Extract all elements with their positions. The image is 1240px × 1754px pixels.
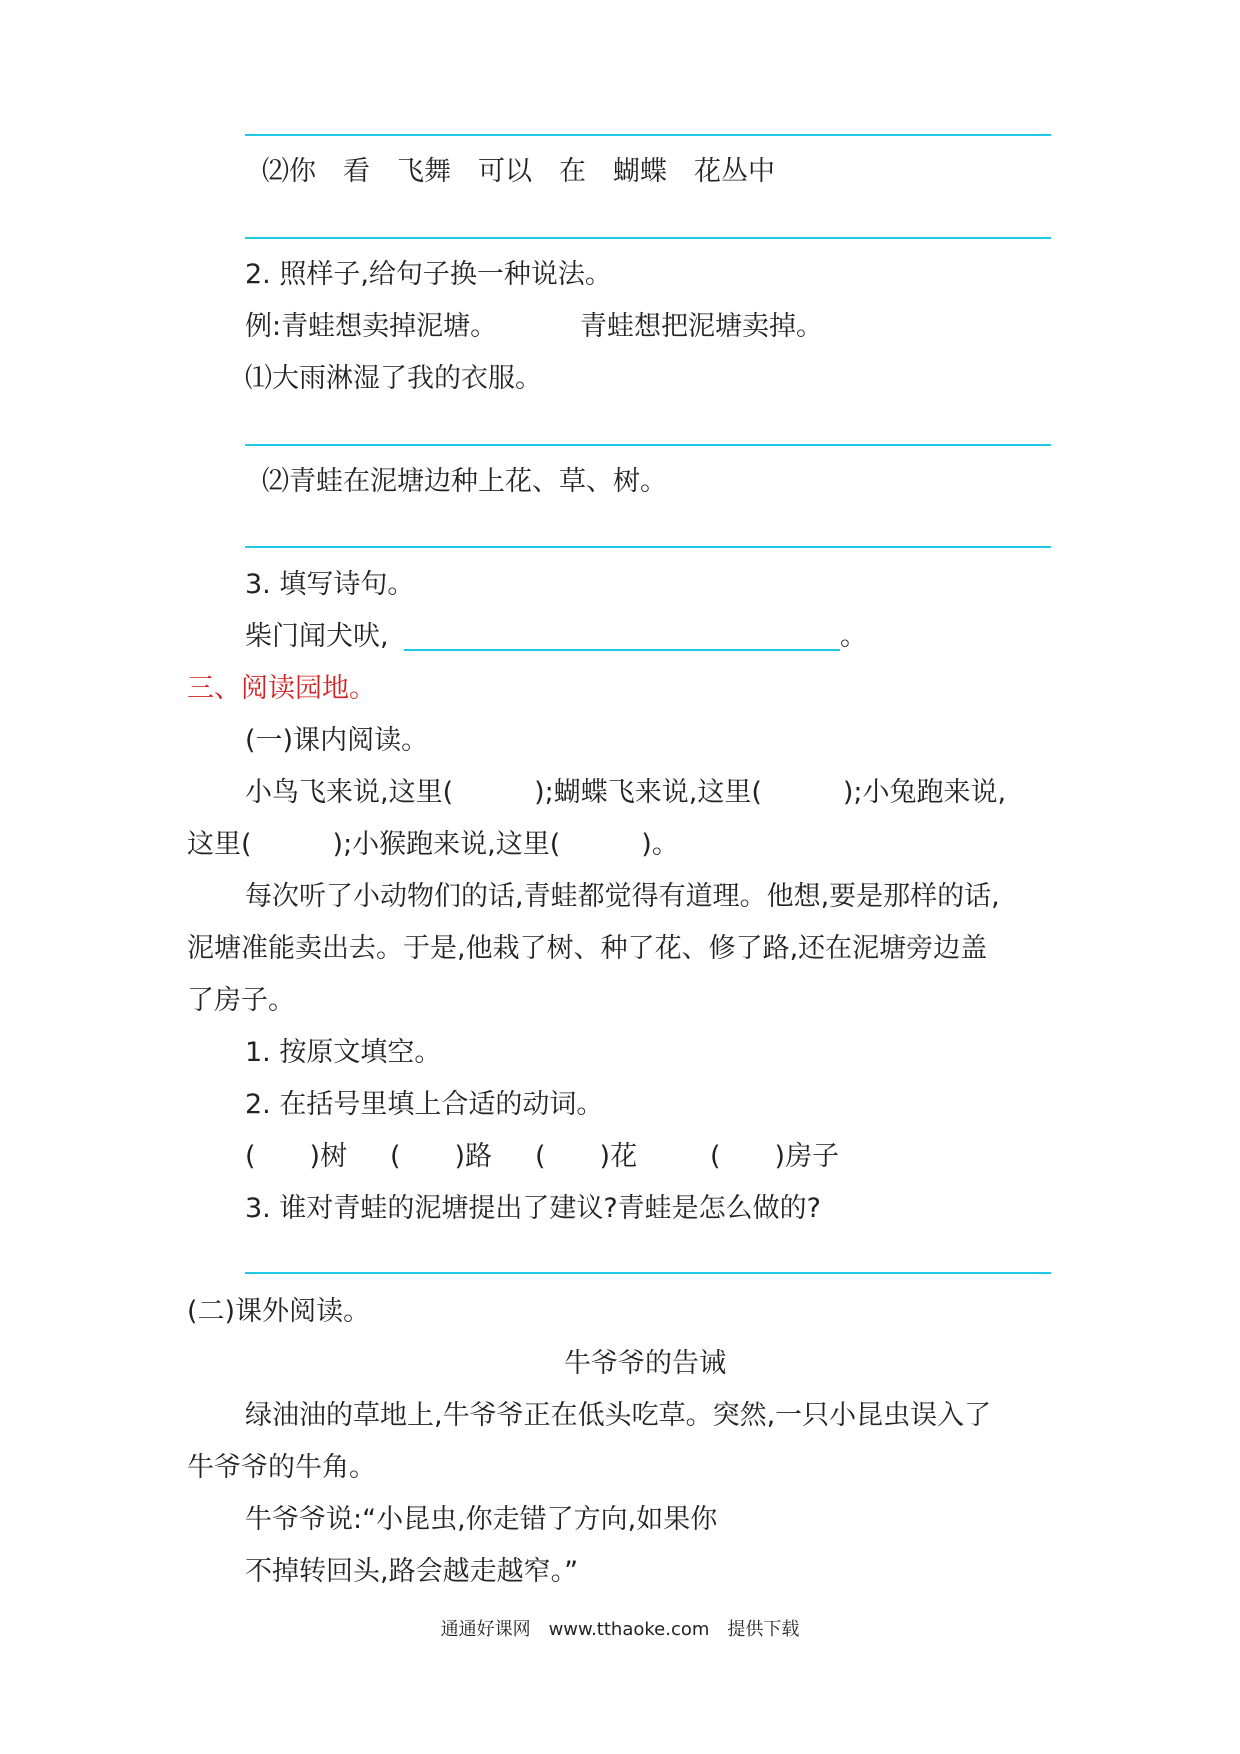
q3-title: 3. 填写诗句。 (245, 569, 415, 600)
poem-blank-line (404, 649, 840, 651)
story-line3: 牛爷爷说:“小昆虫,你走错了方向,如果你 (245, 1504, 718, 1535)
verb-blank: ( )路 (390, 1141, 493, 1172)
section-heading: 三、阅读园地。 (187, 673, 376, 704)
q2-title: 2. 照样子,给句子换一种说法。 (245, 259, 612, 290)
part1-q3: 3. 谁对青蛙的泥塘提出了建议?青蛙是怎么做的? (245, 1193, 822, 1224)
story-title: 牛爷爷的告诫 (564, 1348, 726, 1379)
poem-end: 。 (840, 621, 867, 652)
para2-line1: 每次听了小动物们的话,青蛙都觉得有道理。他想,要是那样的话, (245, 881, 1000, 912)
answer-line (245, 546, 1051, 548)
q1-item2: ⑵你 看 飞舞 可以 在 蝴蝶 花丛中 (262, 156, 775, 187)
part1-heading: (一)课内阅读。 (245, 725, 429, 756)
verb-blank: ( )花 (535, 1141, 638, 1172)
verb-blank: ( )房子 (710, 1141, 840, 1172)
verb-blank: ( )树 (245, 1141, 348, 1172)
para2-line3: 了房子。 (187, 985, 295, 1016)
part1-q2: 2. 在括号里填上合适的动词。 (245, 1089, 604, 1120)
answer-line (245, 444, 1051, 446)
q2-example-answer: 青蛙想把泥塘卖掉。 (580, 311, 823, 342)
footer-text: 通通好课网 www.tthaoke.com 提供下载 (440, 1619, 800, 1640)
para1-line1: 小鸟飞来说,这里( );蝴蝶飞来说,这里( );小兔跑来说, (245, 777, 1007, 808)
answer-line (245, 237, 1051, 239)
q2-example-lead: 例:青蛙想卖掉泥塘。 (245, 311, 498, 342)
part1-q1: 1. 按原文填空。 (245, 1037, 442, 1068)
story-line1: 绿油油的草地上,牛爷爷正在低头吃草。突然,一只小昆虫误入了 (245, 1400, 992, 1431)
poem-lead: 柴门闻犬吠, (245, 621, 389, 652)
q2-item1: ⑴大雨淋湿了我的衣服。 (245, 363, 542, 394)
para2-line2: 泥塘准能卖出去。于是,他栽了树、种了花、修了路,还在泥塘旁边盖 (187, 933, 988, 964)
answer-line (245, 134, 1051, 136)
q2-item2: ⑵青蛙在泥塘边种上花、草、树。 (262, 466, 667, 497)
answer-line (245, 1272, 1051, 1274)
story-line4: 不掉转回头,路会越走越窄。” (245, 1556, 579, 1587)
part2-heading: (二)课外阅读。 (187, 1296, 371, 1327)
story-line2: 牛爷爷的牛角。 (187, 1452, 376, 1483)
para1-line2: 这里( );小猴跑来说,这里( )。 (187, 829, 679, 860)
